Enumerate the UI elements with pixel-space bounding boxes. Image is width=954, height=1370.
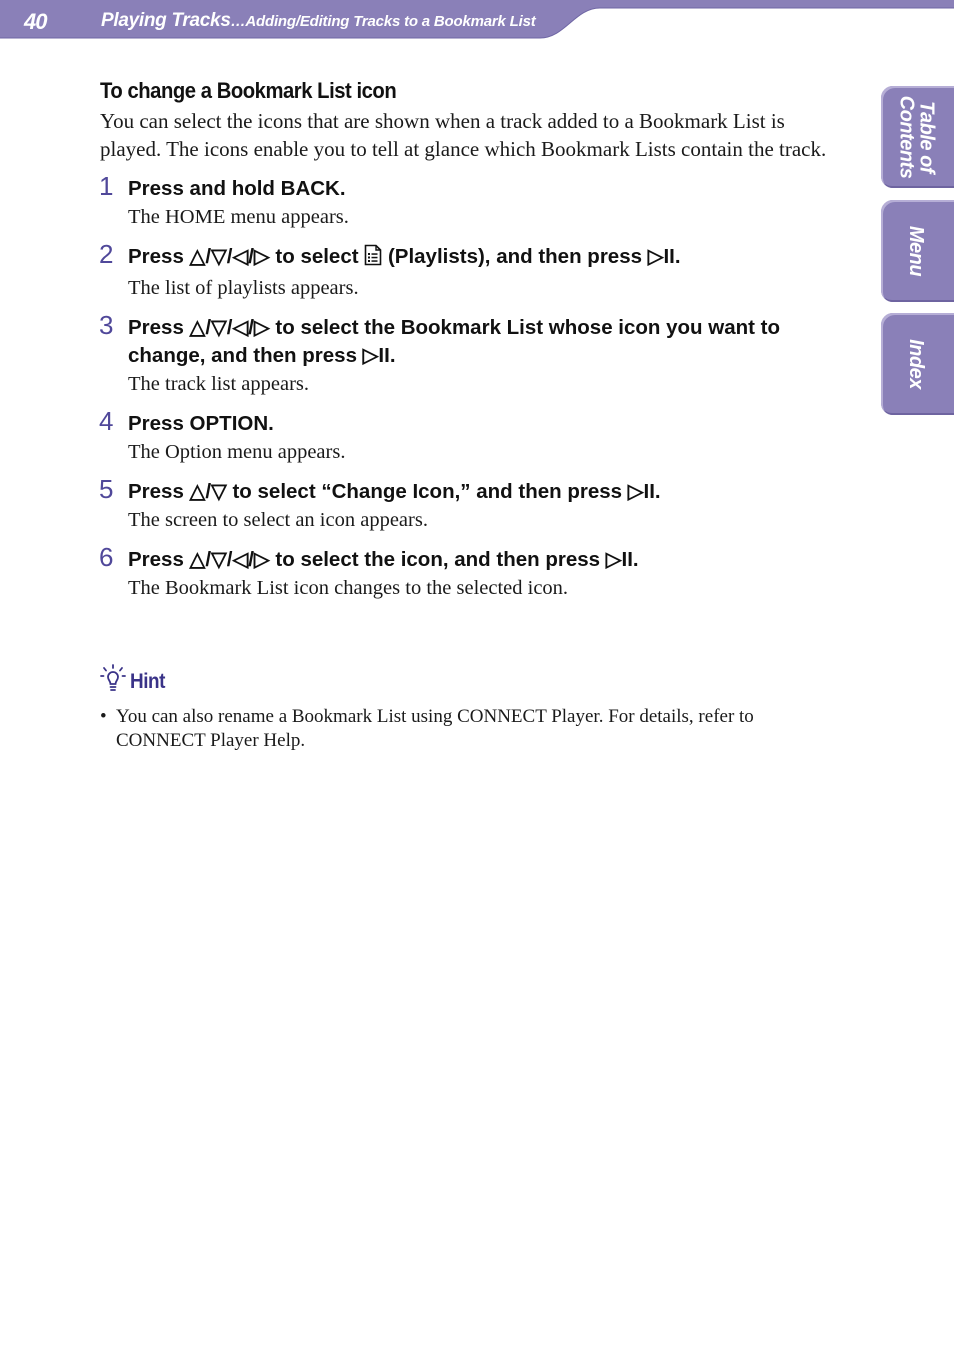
step-number: 5 [99,474,114,504]
steps-list [99,171,850,602]
step-result: The list of playlists appears. [128,277,359,299]
tab-menu[interactable] [881,200,954,302]
step-item [99,171,850,231]
tab-label: Index [905,339,927,389]
playlist-icon [364,244,382,274]
step-instruction [128,243,850,274]
step-instruction: Press and hold BACK. [128,177,346,200]
step-result: The Option menu appears. [128,441,346,463]
step-item [99,474,850,534]
step-result: The screen to select an icon appears. [128,509,428,531]
step-instruction-post: (Playlists), and then press ▷II. [382,245,681,268]
hint-list [100,705,820,753]
step-item [99,406,850,466]
step-number: 4 [99,406,114,436]
lightbulb-icon [100,664,126,699]
bullet: • [100,706,107,727]
breadcrumb-section: Playing Tracks [101,10,231,31]
intro-paragraph: You can select the icons that are shown when a track added to a Bookmark List is played. The icons enable you to tell at glance which Bookmark Lists contain the track. [100,109,827,161]
hint-label: Hint [130,669,165,693]
step-instruction: Press △/▽/◁/▷ to select the Bookmark List whose icon you want to change, and then press ▷II. [128,316,781,367]
step-instruction: Press △/▽ to select “Change Icon,” and then press ▷II. [128,480,661,503]
step-item [99,542,850,602]
breadcrumb-subsection: Adding/Editing Tracks to a Bookmark List [245,13,536,30]
main-content [100,78,850,614]
step-instruction: Press △/▽/◁/▷ to select the icon, and then press ▷II. [128,548,639,571]
tab-table-of-contents[interactable] [881,86,954,188]
step-instruction: Press OPTION. [128,412,274,435]
step-number: 2 [99,239,114,269]
tab-index[interactable] [881,313,954,415]
hint-item [100,705,820,753]
step-item [99,310,850,398]
breadcrumb-separator: … [230,13,246,30]
page-header [0,0,954,40]
step-number: 1 [99,171,114,201]
breadcrumb [101,10,536,32]
hint-header [100,664,820,699]
step-result: The Bookmark List icon changes to the selected icon. [128,577,569,599]
step-number: 3 [99,310,114,340]
tab-label: Table of Contents [894,95,937,179]
step-result: The track list appears. [128,373,310,395]
section-title: To change a Bookmark List icon [100,78,397,103]
hint-text: You can also rename a Bookmark List using CONNECT Player. For details, refer to CONNECT Player Help. [116,706,754,751]
tab-label: Menu [905,225,927,277]
step-result: The HOME menu appears. [128,206,349,228]
step-instruction-pre: Press △/▽/◁/▷ to select [128,245,365,268]
page-number: 40 [24,9,47,34]
step-number: 6 [99,542,114,572]
step-item [99,239,850,302]
hint-box [100,664,820,753]
